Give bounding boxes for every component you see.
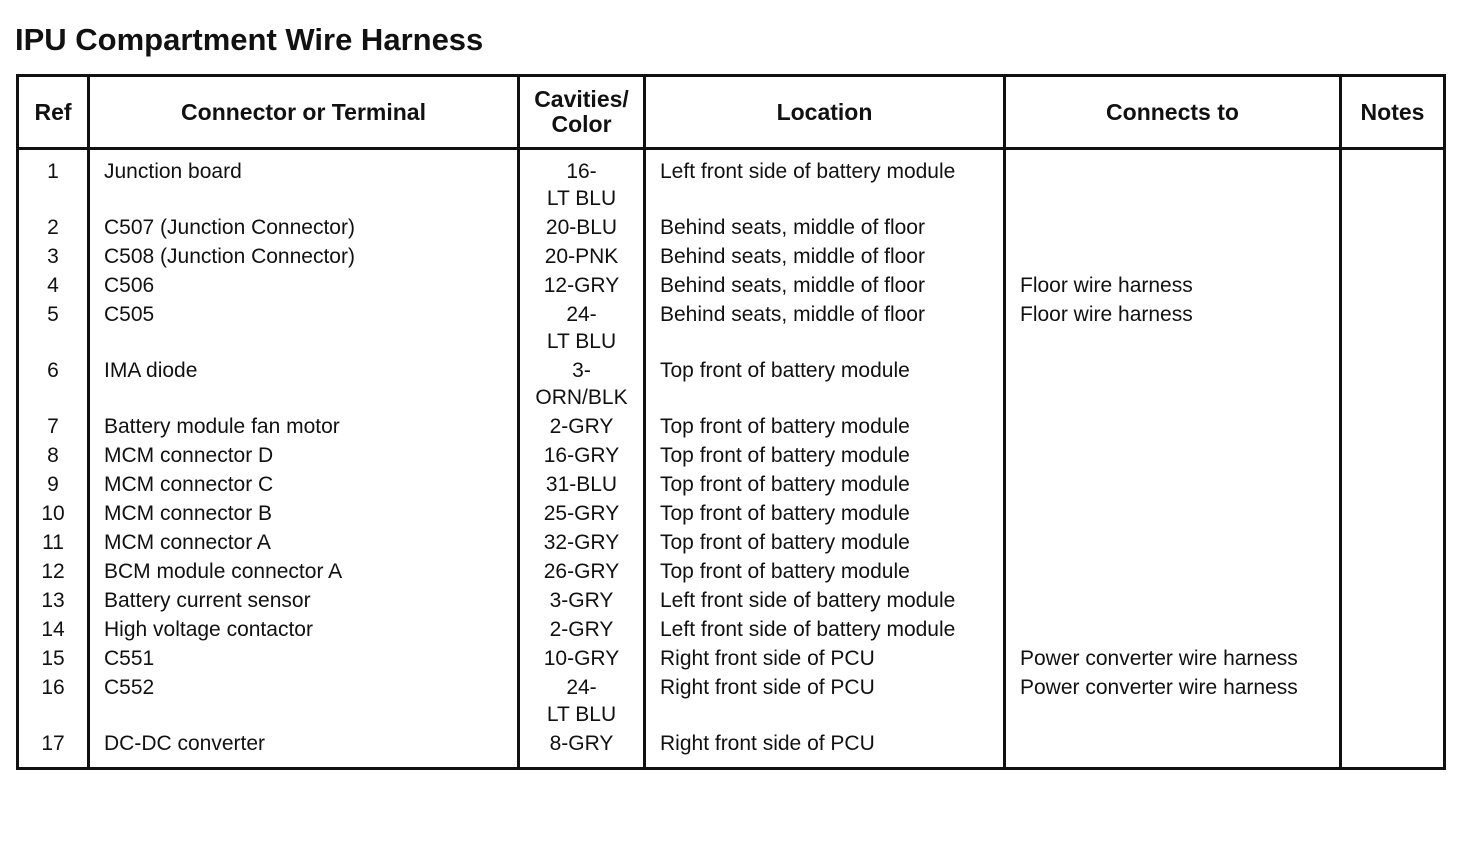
cell-ref: 1 — [18, 149, 89, 215]
cell-cavities-color — [519, 149, 645, 215]
cell-cavities-color — [519, 272, 645, 301]
cell-location: Right front side of PCU — [645, 674, 1005, 730]
cell-connector: C507 (Junction Connector) — [89, 214, 519, 243]
cell-notes — [1341, 674, 1445, 730]
cell-connector: IMA diode — [89, 357, 519, 413]
cell-cavities-color — [519, 645, 645, 674]
cell-ref: 2 — [18, 214, 89, 243]
table-row — [18, 214, 1445, 243]
cell-notes — [1341, 645, 1445, 674]
cell-cavities-color — [519, 413, 645, 442]
cell-location: Behind seats, middle of floor — [645, 243, 1005, 272]
cell-location: Right front side of PCU — [645, 645, 1005, 674]
cavities-line2: ORN/BLK — [535, 386, 628, 409]
cell-ref: 10 — [18, 500, 89, 529]
table-row — [18, 149, 1445, 215]
cavities-line1: 3- — [572, 359, 591, 382]
cell-connector: Battery current sensor — [89, 587, 519, 616]
table-row — [18, 645, 1445, 674]
cell-ref: 4 — [18, 272, 89, 301]
cell-connects-to: Floor wire harness — [1005, 272, 1341, 301]
cavities-line1: 8-GRY — [549, 732, 614, 755]
cavities-line1: 31-BLU — [545, 473, 618, 496]
table-row — [18, 272, 1445, 301]
cell-cavities-color — [519, 587, 645, 616]
cavities-line1: 24- — [566, 676, 597, 699]
cell-cavities-color — [519, 616, 645, 645]
cavities-line1: 10-GRY — [543, 647, 620, 670]
cell-notes — [1341, 730, 1445, 769]
cell-cavities-color — [519, 243, 645, 272]
cell-connector: DC-DC converter — [89, 730, 519, 769]
cell-connects-to — [1005, 587, 1341, 616]
cell-location: Top front of battery module — [645, 357, 1005, 413]
cell-location: Top front of battery module — [645, 558, 1005, 587]
cell-connects-to — [1005, 500, 1341, 529]
page-title: IPU Compartment Wire Harness — [15, 22, 484, 57]
cell-cavities-color — [519, 442, 645, 471]
cell-ref: 7 — [18, 413, 89, 442]
cavities-line1: 25-GRY — [543, 502, 620, 525]
cell-cavities-color — [519, 558, 645, 587]
cell-ref: 16 — [18, 674, 89, 730]
table-row — [18, 442, 1445, 471]
cell-ref: 17 — [18, 730, 89, 769]
cell-cavities-color — [519, 529, 645, 558]
table-row — [18, 301, 1445, 357]
cell-cavities-color — [519, 730, 645, 769]
cavities-line1: 16- — [566, 160, 597, 183]
cell-ref: 15 — [18, 645, 89, 674]
cell-connects-to: Power converter wire harness — [1005, 645, 1341, 674]
cell-connector: MCM connector D — [89, 442, 519, 471]
cell-connector: C552 — [89, 674, 519, 730]
cell-connector: High voltage contactor — [89, 616, 519, 645]
column-header-notes: Notes — [1341, 76, 1445, 149]
wire-harness-table — [16, 74, 1446, 770]
cell-location: Top front of battery module — [645, 529, 1005, 558]
cell-location: Top front of battery module — [645, 442, 1005, 471]
table-row — [18, 500, 1445, 529]
cell-connector: BCM module connector A — [89, 558, 519, 587]
cell-cavities-color — [519, 674, 645, 730]
cell-cavities-color — [519, 214, 645, 243]
table-body — [18, 149, 1445, 769]
column-header-cavities-line2: Color — [551, 111, 612, 137]
cell-notes — [1341, 558, 1445, 587]
cell-notes — [1341, 442, 1445, 471]
cell-notes — [1341, 357, 1445, 413]
cell-connector: C551 — [89, 645, 519, 674]
cell-notes — [1341, 243, 1445, 272]
cavities-line1: 20-BLU — [545, 216, 618, 239]
cell-connects-to: Floor wire harness — [1005, 301, 1341, 357]
cavities-line1: 2-GRY — [549, 415, 614, 438]
column-header-ref: Ref — [18, 76, 89, 149]
cell-connector: MCM connector A — [89, 529, 519, 558]
table-row — [18, 413, 1445, 442]
cell-connects-to — [1005, 558, 1341, 587]
table-row — [18, 616, 1445, 645]
column-header-connector: Connector or Terminal — [89, 76, 519, 149]
cell-location: Behind seats, middle of floor — [645, 301, 1005, 357]
cell-ref: 9 — [18, 471, 89, 500]
cell-location: Top front of battery module — [645, 471, 1005, 500]
table-row — [18, 529, 1445, 558]
cell-location: Top front of battery module — [645, 413, 1005, 442]
cell-notes — [1341, 471, 1445, 500]
table-row — [18, 587, 1445, 616]
cell-ref: 12 — [18, 558, 89, 587]
cell-ref: 14 — [18, 616, 89, 645]
cell-connector: MCM connector C — [89, 471, 519, 500]
cell-ref: 6 — [18, 357, 89, 413]
table-row — [18, 471, 1445, 500]
column-header-cavities — [519, 76, 645, 149]
column-header-connects-to: Connects to — [1005, 76, 1341, 149]
cell-connector: C506 — [89, 272, 519, 301]
cell-connector: C505 — [89, 301, 519, 357]
cell-notes — [1341, 587, 1445, 616]
cell-notes — [1341, 500, 1445, 529]
table-row — [18, 558, 1445, 587]
column-header-location: Location — [645, 76, 1005, 149]
cavities-line1: 16-GRY — [543, 444, 620, 467]
cavities-line1: 32-GRY — [543, 531, 620, 554]
cell-connects-to — [1005, 471, 1341, 500]
cavities-line1: 2-GRY — [549, 618, 614, 641]
cell-location: Left front side of battery module — [645, 149, 1005, 215]
cavities-line1: 24- — [566, 303, 597, 326]
cell-connects-to — [1005, 149, 1341, 215]
cell-notes — [1341, 214, 1445, 243]
cell-ref: 5 — [18, 301, 89, 357]
cell-connector: C508 (Junction Connector) — [89, 243, 519, 272]
cell-ref: 11 — [18, 529, 89, 558]
table-row — [18, 357, 1445, 413]
cell-connects-to — [1005, 243, 1341, 272]
cavities-line2: LT BLU — [546, 187, 617, 210]
cell-location: Left front side of battery module — [645, 587, 1005, 616]
cavities-line1: 3-GRY — [549, 589, 614, 612]
cell-connects-to — [1005, 413, 1341, 442]
table-row — [18, 730, 1445, 769]
cell-location: Left front side of battery module — [645, 616, 1005, 645]
cell-connector: Junction board — [89, 149, 519, 215]
cell-connects-to: Power converter wire harness — [1005, 674, 1341, 730]
cell-cavities-color — [519, 471, 645, 500]
cavities-line2: LT BLU — [546, 703, 617, 726]
cell-location: Top front of battery module — [645, 500, 1005, 529]
table-header-row — [18, 76, 1445, 149]
cell-cavities-color — [519, 357, 645, 413]
cell-connector: Battery module fan motor — [89, 413, 519, 442]
cavities-line1: 12-GRY — [543, 274, 620, 297]
cavities-line1: 26-GRY — [543, 560, 620, 583]
cell-notes — [1341, 616, 1445, 645]
cell-connects-to — [1005, 616, 1341, 645]
cell-cavities-color — [519, 301, 645, 357]
cell-connects-to — [1005, 529, 1341, 558]
cell-connects-to — [1005, 730, 1341, 769]
cell-notes — [1341, 413, 1445, 442]
cell-notes — [1341, 272, 1445, 301]
cell-location: Right front side of PCU — [645, 730, 1005, 769]
cavities-line2: LT BLU — [546, 330, 617, 353]
cell-location: Behind seats, middle of floor — [645, 214, 1005, 243]
table-row — [18, 243, 1445, 272]
cell-location: Behind seats, middle of floor — [645, 272, 1005, 301]
cell-ref: 13 — [18, 587, 89, 616]
column-header-cavities-line1: Cavities/ — [534, 86, 629, 112]
cell-connects-to — [1005, 442, 1341, 471]
cell-connects-to — [1005, 357, 1341, 413]
cell-notes — [1341, 301, 1445, 357]
table-row — [18, 674, 1445, 730]
cell-connector: MCM connector B — [89, 500, 519, 529]
cell-connects-to — [1005, 214, 1341, 243]
cell-ref: 3 — [18, 243, 89, 272]
cavities-line1: 20-PNK — [544, 245, 619, 268]
cell-notes — [1341, 529, 1445, 558]
cell-notes — [1341, 149, 1445, 215]
cell-cavities-color — [519, 500, 645, 529]
cell-ref: 8 — [18, 442, 89, 471]
